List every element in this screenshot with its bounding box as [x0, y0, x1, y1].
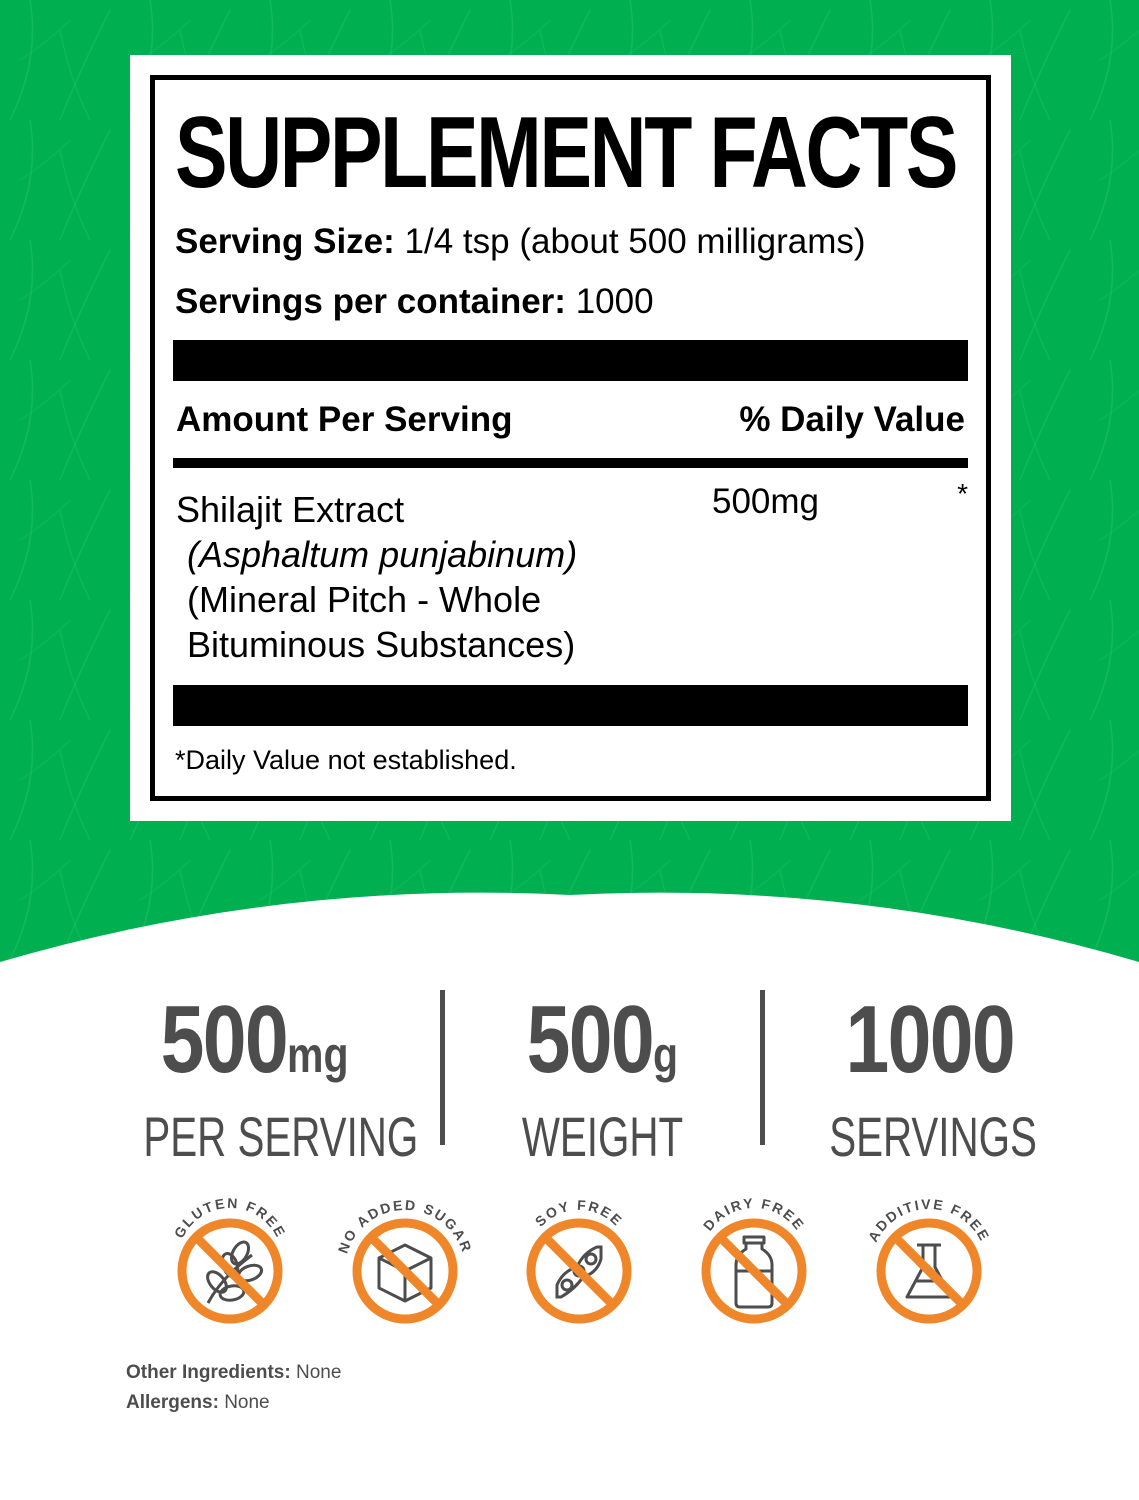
badge-label: ADDITIVE FREE	[864, 1195, 994, 1245]
badge-dairy-free	[684, 1185, 824, 1335]
supplement-facts-frame	[150, 75, 991, 801]
ingredient-description-2: Bituminous Substances)	[187, 624, 576, 665]
stat-weight	[455, 986, 750, 1168]
serving-size	[175, 222, 866, 262]
stat-unit: mg	[287, 1027, 349, 1083]
supplement-facts-title: SUPPLEMENT FACTS	[175, 97, 957, 209]
serving-size-value: 1/4 tsp (about 500 milligrams)	[404, 222, 866, 261]
badge-gluten-free	[160, 1185, 300, 1335]
ingredient-description-1: (Mineral Pitch - Whole	[187, 579, 542, 620]
badge-label: SOY FREE	[531, 1196, 627, 1230]
ingredient-daily-value: *	[957, 478, 968, 509]
allergens	[126, 1388, 341, 1418]
servings-per-container-value: 1000	[575, 282, 654, 321]
ingredient-name: Shilajit Extract	[176, 489, 405, 530]
other-ingredients-value: None	[295, 1362, 342, 1383]
stat-divider	[760, 990, 765, 1145]
ingredient-row	[176, 487, 577, 667]
stat-servings	[790, 986, 1070, 1168]
ingredient-amount: 500mg	[712, 482, 820, 521]
allergens-value: None	[224, 1392, 270, 1413]
other-info	[126, 1358, 341, 1418]
medium-divider	[173, 458, 968, 468]
badge-label: DAIRY FREE	[699, 1194, 809, 1234]
svg-text:DAIRY FREE	[700, 1195, 808, 1234]
daily-value-footnote: *Daily Value not established.	[175, 745, 517, 775]
badge-no-added-sugar	[335, 1185, 475, 1335]
stat-value: 1000	[845, 986, 1015, 1093]
stats-row	[0, 986, 1139, 1168]
other-ingredients-label: Other Ingredients:	[126, 1362, 291, 1383]
thick-divider-bottom	[173, 685, 968, 726]
amount-per-serving-header: Amount Per Serving	[176, 400, 513, 439]
ingredient-botanical: (Asphaltum punjabinum)	[187, 534, 578, 575]
svg-text:GLUTEN FREE	[171, 1195, 290, 1241]
daily-value-header: % Daily Value	[739, 400, 965, 439]
stat-unit: g	[653, 1027, 679, 1083]
badge-soy-free	[509, 1185, 649, 1335]
stat-value: 500	[161, 986, 288, 1093]
badge-additive-free	[859, 1185, 999, 1335]
badge-label: NO ADDED SUGAR	[335, 1196, 475, 1256]
stat-value: 500	[526, 986, 654, 1093]
servings-per-container-label: Servings per container:	[175, 282, 566, 321]
stat-divider	[440, 990, 445, 1145]
servings-per-container	[175, 282, 654, 322]
stat-caption: PER SERVING	[143, 1105, 419, 1168]
badge-label: GLUTEN FREE	[170, 1194, 290, 1241]
stat-caption: SERVINGS	[829, 1105, 1037, 1168]
stat-caption: WEIGHT	[521, 1105, 684, 1168]
thick-divider	[173, 340, 968, 381]
supplement-facts-panel	[130, 55, 1011, 821]
stat-per-serving	[100, 986, 419, 1168]
other-ingredients	[126, 1358, 341, 1388]
free-from-badges	[0, 1185, 1139, 1335]
allergens-label: Allergens:	[126, 1392, 219, 1413]
serving-size-label: Serving Size:	[175, 222, 395, 261]
